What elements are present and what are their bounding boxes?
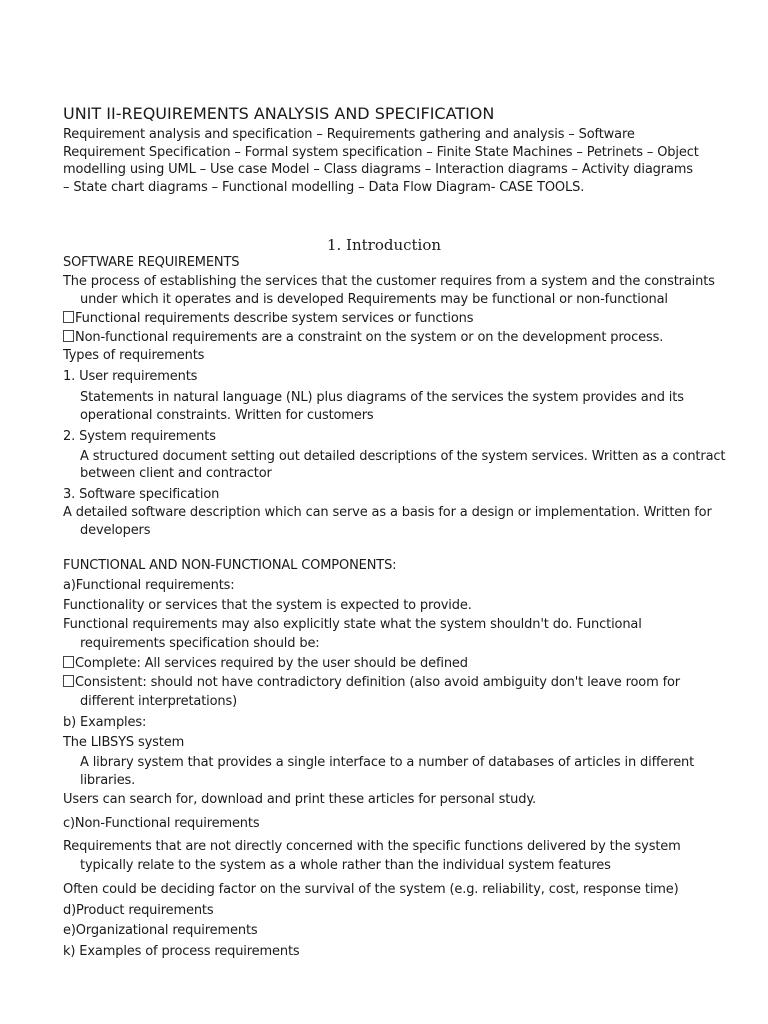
software-specification: 3. Software specification [63,487,220,502]
bullet-complete [63,655,468,672]
software-spec-desc-1: A detailed software description which can serve as a basis for a design or implementation. Written for [63,505,712,520]
functional-desc2-1: Functional requirements may also explicitly state what the system shouldn't do. Functional [63,617,642,632]
unit-title: UNIT II-REQUIREMENTS ANALYSIS AND SPECIFICATION [63,104,495,123]
user-req-desc-1: Statements in natural language (NL) plus diagrams of the services the system provides and its [80,390,684,405]
components-heading: FUNCTIONAL AND NON-FUNCTIONAL COMPONENTS: [63,558,397,573]
bullet-square-icon [63,656,74,668]
bullet-square-icon [63,311,74,323]
bullet-nonfunctional [63,329,663,346]
system-requirements: 2. System requirements [63,429,216,444]
bullet-complete-text: Complete: All services required by the user should be defined [75,656,468,671]
software-requirements-heading: SOFTWARE REQUIREMENTS [63,255,240,270]
bullet-nonfunctional-text: Non-functional requirements are a constraint on the system or on the development process. [75,330,664,345]
syllabus-line-3: modelling using UML – Use case Model – Class diagrams – Interaction diagrams – Activity diagrams [63,162,693,177]
libsys-desc-2: libraries. [80,773,136,788]
process-requirements-examples: k) Examples of process requirements [63,944,300,959]
bullet-functional [63,310,473,327]
functional-label: a)Functional requirements: [63,578,235,593]
section-heading: 1. Introduction [326,236,442,254]
bullet-functional-text: Functional requirements describe system services or functions [75,311,474,326]
product-requirements: d)Product requirements [63,903,214,918]
organizational-requirements: e)Organizational requirements [63,923,258,938]
user-req-desc-2: operational constraints. Written for customers [80,408,374,423]
libsys-label: The LIBSYS system [63,735,185,750]
bullet-consistent-text: Consistent: should not have contradictory definition (also avoid ambiguity don't leave room for [75,675,681,690]
syllabus-line-2: Requirement Specification – Formal system specification – Finite State Machines – Petrinets – Object [63,145,699,160]
nonfunctional-desc-2: typically relate to the system as a whole rather than the individual system features [80,858,611,873]
system-req-desc-1: A structured document setting out detailed descriptions of the system services. Written as a contract [80,449,726,464]
libsys-desc-1: A library system that provides a single interface to a number of databases of articles in different [80,755,695,770]
users-search: Users can search for, download and print these articles for personal study. [63,792,537,807]
intro-line-2: under which it operates and is developed Requirements may be functional or non-functional [80,292,668,307]
bullet-consistent [63,674,680,691]
functional-desc2-2: requirements specification should be: [80,636,320,651]
software-spec-desc-2: developers [80,523,151,538]
bullet-square-icon [63,330,74,342]
intro-line-1: The process of establishing the services that the customer requires from a system and the constraints [63,274,715,289]
bullet-square-icon [63,675,74,687]
syllabus-line-4: – State chart diagrams – Functional modelling – Data Flow Diagram- CASE TOOLS. [63,180,585,195]
system-req-desc-2: between client and contractor [80,466,272,481]
functional-desc: Functionality or services that the system is expected to provide. [63,598,472,613]
bullet-consistent-cont: different interpretations) [80,694,238,709]
types-label: Types of requirements [63,348,205,363]
user-requirements: 1. User requirements [63,369,198,384]
nonfunctional-desc-1: Requirements that are not directly concerned with the specific functions delivered by the system [63,839,681,854]
nonfunctional-label: c)Non-Functional requirements [63,816,260,831]
syllabus-line-1: Requirement analysis and specification – Requirements gathering and analysis – Software [63,127,635,142]
deciding-factor: Often could be deciding factor on the survival of the system (e.g. reliability, cost, response time) [63,882,679,897]
examples-label: b) Examples: [63,715,147,730]
